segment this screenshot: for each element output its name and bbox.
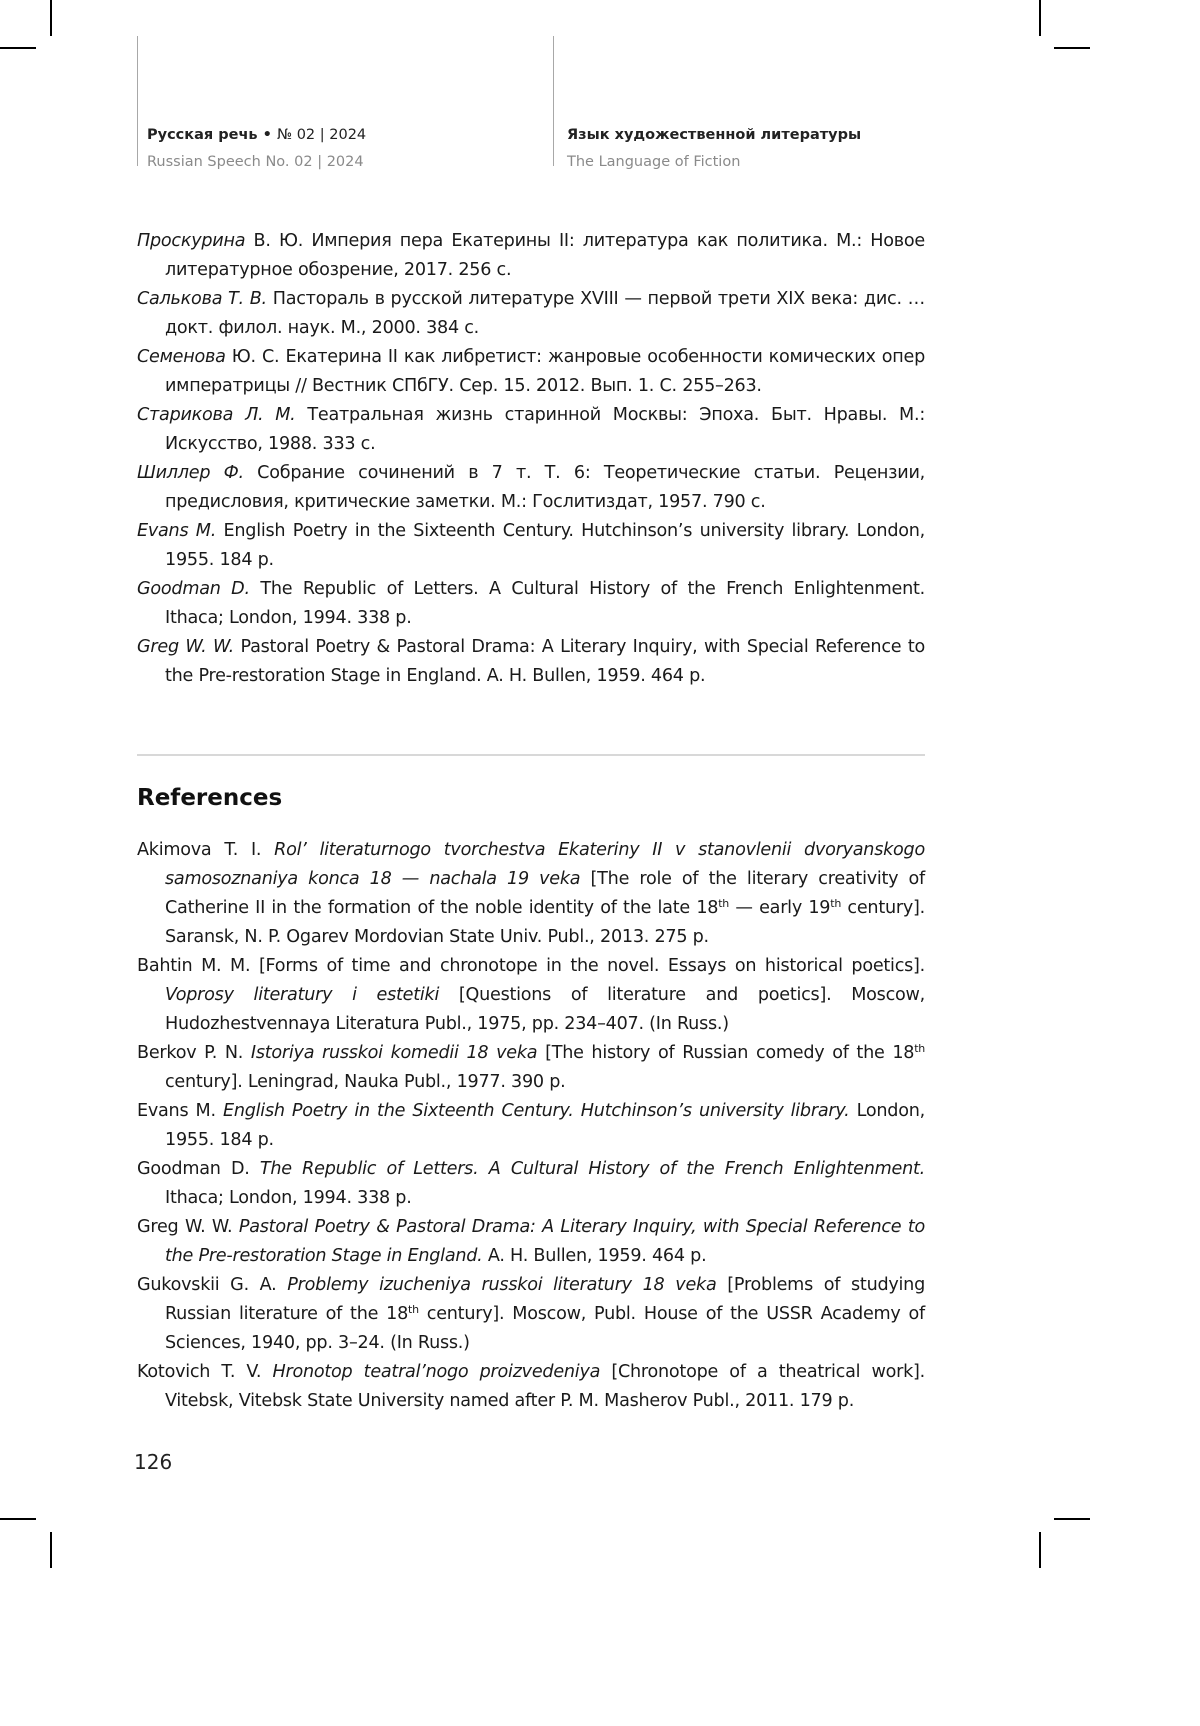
reference-entry xyxy=(137,952,925,1039)
journal-title-ru: Русская речь • № 02 | 2024 xyxy=(147,127,367,143)
reference-text: Akimova T. I. xyxy=(137,840,275,860)
literature-author: Проскурина xyxy=(137,231,246,251)
reference-text: century]. Leningrad, Nauka Publ., 1977. 390 p. xyxy=(165,1072,566,1092)
section-title-en: The Language of Fiction xyxy=(567,154,741,170)
literature-entry xyxy=(137,459,925,517)
literature-text: The Republic of Letters. A Cultural History of the French Enlightenment. Ithaca; London, 1994. 338 p. xyxy=(165,579,925,628)
reference-entry xyxy=(137,1039,925,1097)
references-heading: References xyxy=(137,785,283,811)
crop-mark xyxy=(50,1532,52,1568)
crop-mark xyxy=(1054,47,1090,49)
section-header xyxy=(567,122,861,176)
reference-text: [The history of Russian comedy of the 18 xyxy=(537,1043,915,1063)
reference-text: [Problems of studying Russian literature of the 18 xyxy=(165,1275,926,1324)
literature-text: Театральная жизнь старинной Москвы: Эпоха. Быт. Нравы. М.: Искусство, 1988. 333 с. xyxy=(165,405,925,454)
reference-text: Gukovskii G. A. xyxy=(137,1275,288,1295)
literature-author: Салькова Т. В. xyxy=(137,289,267,309)
literature-author: Goodman D. xyxy=(137,579,250,599)
reference-entry xyxy=(137,836,925,952)
crop-mark xyxy=(0,1518,36,1520)
crop-mark xyxy=(0,47,36,49)
section-title-ru: Язык художественной литературы xyxy=(567,127,862,143)
reference-title: The Republic of Letters. A Cultural History of the French Enlightenment. xyxy=(259,1159,925,1179)
reference-entry xyxy=(137,1358,925,1416)
literature-author: Семенова xyxy=(137,347,226,367)
literature-entry xyxy=(137,517,925,575)
reference-title: English Poetry in the Sixteenth Century. Hutchinson’s university library. xyxy=(222,1101,850,1121)
reference-superscript: th xyxy=(408,1303,419,1316)
reference-entry xyxy=(137,1213,925,1271)
literature-entry xyxy=(137,575,925,633)
literature-author: Greg W. W. xyxy=(137,637,235,657)
reference-superscript: th xyxy=(914,1042,926,1055)
reference-text: — early 19 xyxy=(729,898,831,918)
reference-title: Hronotop teatral’nogo proizvedeniya xyxy=(272,1362,601,1382)
reference-text: Bahtin M. M. [Forms of time and chronotope in the novel. Essays on historical poetics]. xyxy=(137,956,925,976)
journal-title-en: Russian Speech No. 02 | 2024 xyxy=(147,154,364,170)
literature-text: Pastoral Poetry & Pastoral Drama: A Literary Inquiry, with Special Reference to the Pre-restoration Stage in England. A. H. Bullen, 1959. 464 p. xyxy=(165,637,926,686)
literature-entry xyxy=(137,343,925,401)
reference-text: Goodman D. xyxy=(137,1159,260,1179)
reference-text: Greg W. W. xyxy=(137,1217,239,1237)
reference-text: Evans M. xyxy=(137,1101,223,1121)
reference-text: Berkov P. N. xyxy=(137,1043,251,1063)
reference-text: Ithaca; London, 1994. 338 p. xyxy=(165,1188,412,1208)
reference-title: Istoriya russkoi komedii 18 veka xyxy=(250,1043,538,1063)
literature-list xyxy=(137,227,925,691)
journal-header xyxy=(147,122,366,176)
section-divider xyxy=(137,754,925,756)
reference-text: A. H. Bullen, 1959. 464 p. xyxy=(482,1246,707,1266)
literature-entry xyxy=(137,401,925,459)
literature-author: Шиллер Ф. xyxy=(137,463,244,483)
reference-title: Pastoral Poetry & Pastoral Drama: A Literary Inquiry, with Special Reference to the Pre-restoration Stage in England. xyxy=(165,1217,925,1266)
crop-mark xyxy=(1039,1532,1041,1568)
reference-text: century]. Saransk, N. P. Ogarev Mordovian State Univ. Publ., 2013. 275 p. xyxy=(165,898,925,947)
reference-superscript: th xyxy=(718,897,729,910)
reference-entry xyxy=(137,1271,925,1358)
literature-text: English Poetry in the Sixteenth Century. Hutchinson’s university library. London, 1955. 184 p. xyxy=(165,521,925,570)
reference-entry xyxy=(137,1097,925,1155)
crop-mark xyxy=(1039,0,1041,36)
reference-text: [Chronotope of a theatrical work]. Vitebsk, Vitebsk State University named after P. M. Masherov Publ., 2011. 179 p. xyxy=(165,1362,925,1411)
literature-entry xyxy=(137,633,925,691)
literature-text: Пастораль в русской литературе XVIII — первой трети XIX века: дис. … докт. филол. наук. М., 2000. 384 с. xyxy=(165,289,925,338)
reference-title: Rol’ literaturnogo tvorchestva Ekateriny II v stanovlenii dvoryanskogo samosoznaniya konca 18 — nachala 19 veka xyxy=(165,840,925,889)
reference-text: [The role of the literary creativity of Catherine II in the formation of the noble identity of the late 18 xyxy=(165,869,926,918)
literature-entry xyxy=(137,285,925,343)
reference-entry xyxy=(137,1155,925,1213)
literature-text: Собрание сочинений в 7 т. Т. 6: Теоретические статьи. Рецензии, предисловия, критические заметки. М.: Гослитиздат, 1957. 790 с. xyxy=(165,463,925,512)
reference-text: Kotovich T. V. xyxy=(137,1362,273,1382)
literature-author: Evans M. xyxy=(137,521,217,541)
references-list xyxy=(137,836,925,1416)
crop-mark xyxy=(1054,1518,1090,1520)
literature-entry xyxy=(137,227,925,285)
crop-mark xyxy=(50,0,52,36)
literature-text: Ю. С. Екатерина II как либретист: жанровые особенности комических опер императрицы // Вестник СПбГУ. Сер. 15. 2012. Вып. 1. С. 255–263. xyxy=(165,347,925,396)
literature-author: Старикова Л. М. xyxy=(137,405,296,425)
reference-text: century]. Moscow, Publ. House of the USSR Academy of Sciences, 1940, pp. 3–24. (In Russ.) xyxy=(165,1304,925,1353)
reference-title: Voprosy literatury i estetiki xyxy=(165,985,440,1005)
reference-text: London, 1955. 184 p. xyxy=(165,1101,925,1150)
literature-text: В. Ю. Империя пера Екатерины II: литература как политика. М.: Новое литературное обозрение, 2017. 256 с. xyxy=(165,231,925,280)
header-divider xyxy=(137,36,138,166)
reference-text: [Questions of literature and poetics]. Moscow, Hudozhestvennaya Literatura Publ., 1975, pp. 234–407. (In Russ.) xyxy=(165,985,925,1034)
header-divider xyxy=(553,36,554,166)
page-number: 126 xyxy=(134,1450,173,1474)
reference-title: Problemy izucheniya russkoi literatury 18 veka xyxy=(287,1275,717,1295)
reference-superscript: th xyxy=(830,897,842,910)
